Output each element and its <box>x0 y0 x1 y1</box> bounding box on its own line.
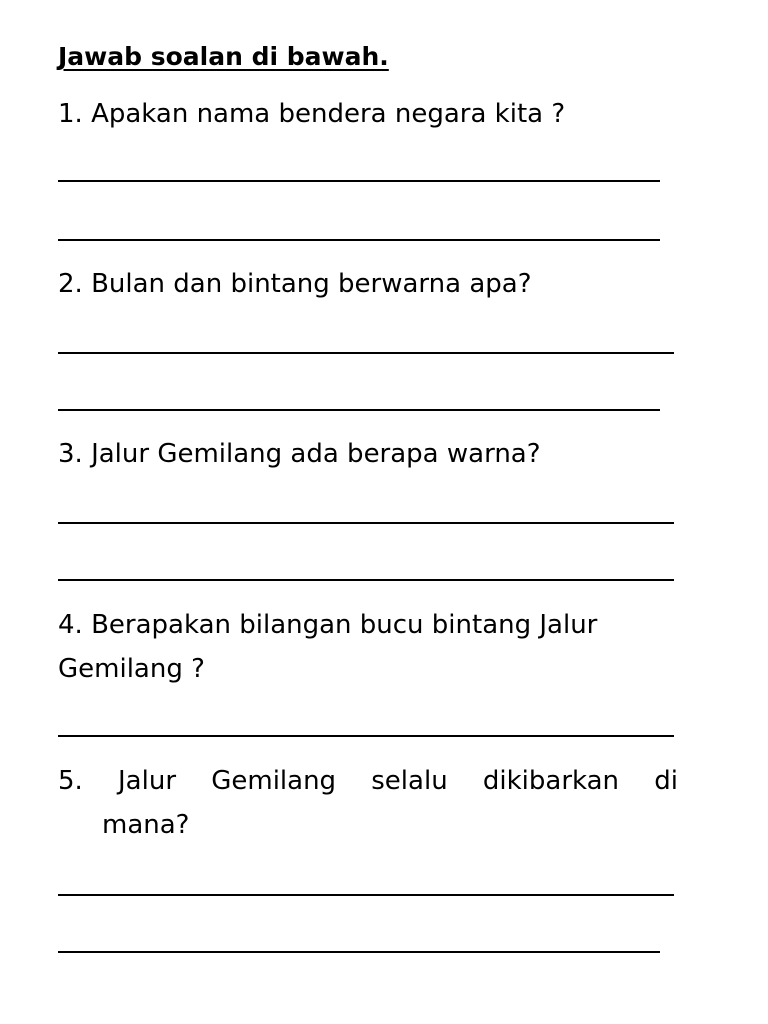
answer-line-3a <box>58 522 674 524</box>
question-5-word: Gemilang <box>211 766 337 796</box>
question-5 <box>58 759 678 847</box>
question-1: 1. Apakan nama bendera negara kita ? <box>58 99 566 129</box>
question-5-word: dikibarkan <box>482 766 620 796</box>
answer-line-2a <box>58 352 674 354</box>
question-2: 2. Bulan dan bintang berwarna apa? <box>58 269 532 299</box>
question-5-word: 5. <box>58 766 83 796</box>
question-4 <box>58 603 597 691</box>
answer-line-3b <box>58 579 674 581</box>
question-4-line-1: 4. Berapakan bilangan bucu bintang Jalur <box>58 610 598 640</box>
question-5-word: Jalur <box>118 766 177 796</box>
answer-line-1a <box>58 180 660 182</box>
answer-line-5a <box>58 894 674 896</box>
answer-line-1b <box>58 239 660 241</box>
question-5-word: di <box>654 766 678 796</box>
question-3: 3. Jalur Gemilang ada berapa warna? <box>58 439 541 469</box>
question-4-line-2: Gemilang ? <box>58 654 205 684</box>
question-5-word: selalu <box>371 766 448 796</box>
worksheet-heading: Jawab soalan di bawah. <box>58 42 389 71</box>
question-5-line-1 <box>58 759 678 803</box>
answer-line-5b <box>58 951 660 953</box>
question-5-line-2: mana? <box>102 810 190 840</box>
answer-line-4a <box>58 735 674 737</box>
answer-line-2b <box>58 409 660 411</box>
